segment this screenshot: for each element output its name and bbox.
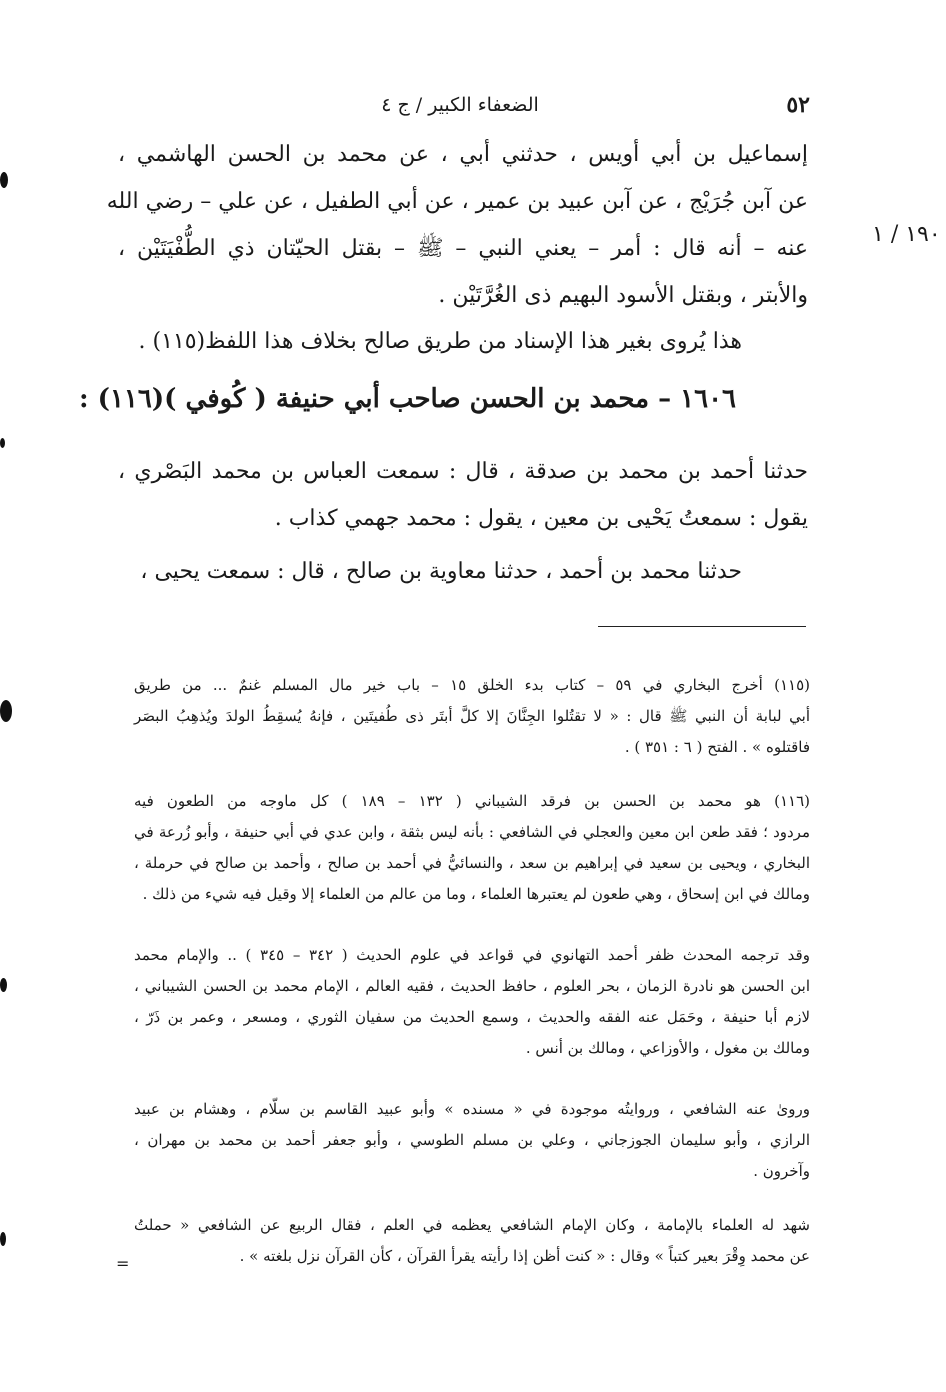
footnote-line: مردود ؛ فقد طعن ابن معين والعجلي في الشافعي : بأنه ليس بثقة ، وابن عدي في أبي حنيفة ، وأبو زُرعة في — [134, 823, 810, 841]
footnote-115 — [134, 670, 810, 763]
footnote-line: (١١٦) هو محمد بن الحسن بن فرقد الشيباني ( ١٣٢ – ١٨٩ ) كل ماوجه من الطعون فيه — [134, 792, 810, 810]
scan-edge-mark — [0, 1232, 6, 1246]
text-line: عن آبن جُرَيْج ، عن آبن عبيد بن عمير ، عن أبي الطفيل ، عن علي – رضي الله — [106, 189, 808, 214]
footnote-116-paragraph-2 — [134, 940, 810, 1064]
footnote-line: وآخرون . — [753, 1162, 810, 1180]
footnote-line: ابن الحسن هو نادرة الزمان ، بحر العلوم ، حافظ الحديث ، فقيه العالم ، الإمام محمد بن الحسن الشيباني ، — [134, 977, 810, 995]
footnote-line: فاقتلوه » . الفتح ( ٦ : ٣٥١ ) . — [624, 738, 810, 756]
footnote-line: وروىٰ عنه الشافعي ، وروايتُه موجودة في « مسنده » وأبو عبيد القاسم بن سلّام ، وهشام بن عبيد — [134, 1100, 810, 1118]
text-line: يقول : سمعتُ يَحْيى بن معين ، يقول : محمد جهمي كذاب . — [274, 506, 808, 531]
entry-heading: ١٦٠٦ – محمد بن الحسن صاحب أبي حنيفة ( كُوفي )(١١٦) : — [79, 384, 736, 414]
footnote-line: البخاري ، ويحيى بن سعيد في إبراهيم بن سعد ، والنسائيُّ في أحمد بن صالح ، وأحمد بن صالح في حرملة ، — [134, 854, 810, 872]
footnote-line: (١١٥) أخرج البخاري في ٥٩ – كتاب بدء الخلق ١٥ – باب خير مال المسلم غنمٌ ... من طريق — [134, 676, 810, 694]
scan-edge-mark — [0, 438, 5, 448]
text-line: عنه – أنه قال : أمر – يعني النبي – ﷺ – بقتل الحيّتان ذي الطُّفْيَتَيْن ، — [118, 236, 808, 261]
footnote-line: الرازي ، وأبو سليمان الجوزجاني ، وعلي بن مسلم الطوسي ، وأبو جعفر أحمد بن محمد بن مهران ، — [134, 1131, 810, 1149]
text-line: والأبتر ، وبقتل الأسود البهيم ذى الغُرَّتَيْن . — [438, 283, 808, 308]
text-line: هذا يُروى بغير هذا الإسناد من طريق صالح بخلاف هذا اللفظ(١١٥) . — [138, 329, 742, 354]
footnote-116-paragraph-3 — [134, 1094, 810, 1187]
text-line: إسماعيل بن أبي أويس ، حدثني أبي ، عن محمد بن الحسن الهاشمي ، — [118, 142, 808, 167]
footnote-separator — [598, 626, 806, 627]
paragraph-remark — [122, 318, 742, 365]
footnote-116 — [134, 786, 810, 910]
footnote-line: عن محمد وِقْرَ بعير كتباً » وقال : « كنت أظن إذا رأيته يقرأ القرآن ، كأن القرآن نزل بلغته » . — [239, 1247, 810, 1265]
scan-edge-mark — [0, 700, 12, 722]
continuation-mark: = — [116, 1254, 130, 1273]
paragraph-hadith — [106, 131, 808, 319]
page-header — [110, 92, 810, 126]
footnote-line: ومالك بن مغول ، والأوزاعي ، ومالك بن أنس . — [525, 1039, 810, 1057]
manuscript-folio-ref: ١٩٠ / ١ — [872, 222, 941, 247]
scan-edge-mark — [0, 978, 7, 992]
footnote-line: لازم أبا حنيفة ، وحَمَل عنه الفقه والحديث ، وسمع الحديث من سفيان الثوري ، ومسعر ، وعمر بن ذَرّ ، — [134, 1008, 810, 1026]
footnote-line: وقد ترجمه المحدث ظفر أحمد التهانوي في قواعد في علوم الحديث ( ٣٤٢ – ٣٤٥ ) .. والإمام محمد — [134, 946, 810, 964]
footnote-line: ومالك في ابن إسحاق ، وهي طعون لم يعتبرها العلماء ، وما من عالم من العلماء إلا وقيل فيه شيء من ذلك . — [142, 885, 810, 903]
footnote-line: أبي لبابة أن النبي ﷺ قال : « لا تقتُلوا الجِنَّانَ إلا كلَّ أبتَر ذى طُفيتَين ، فإنهُ يُسقِطُ الولدَ ويُذهِبُ البصَر — [134, 707, 810, 725]
text-line: حدثنا أحمد بن محمد بن صدقة ، قال : سمعت العباس بن محمد البَصْري ، — [118, 459, 808, 484]
text-line: حدثنا محمد بن أحمد ، حدثنا معاوية بن صالح ، قال : سمعت يحيى ، — [140, 559, 742, 584]
running-title: الضعفاء الكبير / ج ٤ — [381, 94, 539, 116]
paragraph-narration-2 — [122, 548, 742, 595]
page-number: ٥٢ — [786, 92, 810, 118]
scan-edge-mark — [0, 172, 8, 188]
paragraph-narration-1 — [118, 448, 808, 542]
footnote-116-paragraph-4 — [134, 1210, 810, 1272]
footnote-line: شهد له العلماء بالإمامة ، وكان الإمام الشافعي يعظمه في العلم ، فقال الربيع عن الشافعي « حملتُ — [134, 1216, 810, 1234]
